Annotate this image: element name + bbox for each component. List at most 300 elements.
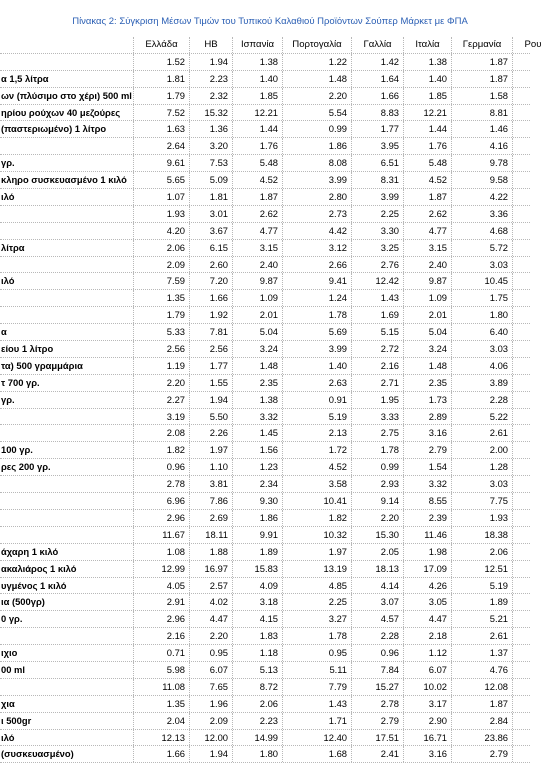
- product-label: [0, 307, 134, 323]
- price-cell: 4.20: [134, 223, 190, 239]
- price-cell: 5.48: [233, 155, 283, 171]
- product-label: τα) 500 γραμμάρια: [0, 358, 134, 374]
- price-cell: 1.43: [352, 290, 404, 306]
- price-cell: 2.93: [352, 476, 404, 492]
- price-cell: 0.95: [283, 645, 352, 661]
- price-cell: 1.44: [233, 121, 283, 137]
- table-row: [0, 409, 530, 426]
- price-cell: 11.46: [404, 527, 452, 543]
- product-label: κληρο συσκευασμένο 1 κιλό: [0, 172, 134, 188]
- price-cell: 1.87: [404, 189, 452, 205]
- price-cell: 2.84: [452, 713, 513, 729]
- price-cell: 1.54: [404, 459, 452, 475]
- price-cell: 1.69: [352, 307, 404, 323]
- price-cell: 1.66: [352, 88, 404, 104]
- product-label: ι 500gr: [0, 713, 134, 729]
- price-cell-empty: [513, 730, 553, 746]
- price-cell: 8.31: [352, 172, 404, 188]
- table-row: [0, 510, 530, 527]
- product-label: ων (πλύσιμο στο χέρι) 500 ml: [0, 88, 134, 104]
- price-cell: 5.11: [283, 662, 352, 678]
- price-cell: 12.42: [352, 273, 404, 289]
- price-cell: 1.35: [134, 290, 190, 306]
- price-cell: 2.20: [283, 88, 352, 104]
- table-row: [0, 679, 530, 696]
- price-cell: 6.51: [352, 155, 404, 171]
- price-cell: 9.87: [233, 273, 283, 289]
- table-row: [0, 493, 530, 510]
- price-cell: 3.32: [233, 409, 283, 425]
- price-cell-empty: [513, 409, 553, 425]
- price-cell: 9.61: [134, 155, 190, 171]
- table-row: [0, 257, 530, 274]
- product-label: [0, 223, 134, 239]
- price-cell: 2.20: [190, 628, 233, 644]
- price-cell-empty: [513, 71, 553, 87]
- product-label: [0, 493, 134, 509]
- price-cell-empty: [513, 696, 553, 712]
- price-cell: 1.18: [233, 645, 283, 661]
- price-cell: 2.09: [134, 257, 190, 273]
- price-cell: 9.91: [233, 527, 283, 543]
- price-cell: 6.07: [190, 662, 233, 678]
- product-label: ιλό: [0, 730, 134, 746]
- price-cell: 1.38: [404, 54, 452, 70]
- price-cell: 16.71: [404, 730, 452, 746]
- price-cell: 1.89: [233, 544, 283, 560]
- price-cell: 0.95: [190, 645, 233, 661]
- price-cell: 2.79: [352, 713, 404, 729]
- price-cell: 4.09: [233, 578, 283, 594]
- price-cell: 4.42: [283, 223, 352, 239]
- price-cell: 3.67: [190, 223, 233, 239]
- price-cell: 5.15: [352, 324, 404, 340]
- price-cell: 2.05: [352, 544, 404, 560]
- price-cell-empty: [513, 358, 553, 374]
- table-row: [0, 105, 530, 122]
- price-cell: 1.38: [233, 392, 283, 408]
- price-cell-empty: [513, 544, 553, 560]
- price-cell: 1.08: [134, 544, 190, 560]
- price-cell: 2.89: [404, 409, 452, 425]
- table-row: [0, 611, 530, 628]
- price-cell: 1.63: [134, 121, 190, 137]
- product-label: λίτρα: [0, 240, 134, 256]
- price-cell: 7.84: [352, 662, 404, 678]
- table-row: [0, 746, 530, 763]
- table-row: [0, 358, 530, 375]
- price-cell-empty: [513, 594, 553, 610]
- price-cell: 3.05: [404, 594, 452, 610]
- price-cell: 1.68: [283, 746, 352, 762]
- price-cell: 1.35: [134, 696, 190, 712]
- price-cell: 1.89: [452, 594, 513, 610]
- price-cell: 18.13: [352, 561, 404, 577]
- price-cell: 5.65: [134, 172, 190, 188]
- column-header: Ιταλία: [404, 37, 452, 53]
- price-cell: 2.23: [190, 71, 233, 87]
- price-cell: 1.58: [452, 88, 513, 104]
- product-label: [0, 409, 134, 425]
- price-cell: 2.34: [233, 476, 283, 492]
- price-cell: 3.07: [352, 594, 404, 610]
- price-cell: 3.32: [404, 476, 452, 492]
- price-cell: 4.52: [233, 172, 283, 188]
- price-cell: 3.81: [190, 476, 233, 492]
- table-row: [0, 88, 530, 105]
- price-cell: 1.40: [233, 71, 283, 87]
- table-row: [0, 442, 530, 459]
- product-label: ακαλιάρος 1 κιλό: [0, 561, 134, 577]
- table-row: [0, 713, 530, 730]
- price-cell: 9.41: [283, 273, 352, 289]
- price-cell: 7.52: [134, 105, 190, 121]
- price-cell: 1.93: [134, 206, 190, 222]
- price-cell: 2.16: [134, 628, 190, 644]
- price-cell-empty: [513, 189, 553, 205]
- price-cell: 1.77: [352, 121, 404, 137]
- price-cell-empty: [513, 273, 553, 289]
- price-cell: 1.94: [190, 54, 233, 70]
- price-cell: 15.27: [352, 679, 404, 695]
- table-row: [0, 730, 530, 747]
- price-cell: 1.82: [134, 442, 190, 458]
- product-label: χια: [0, 696, 134, 712]
- product-label: τ 700 γρ.: [0, 375, 134, 391]
- price-cell: 1.94: [190, 746, 233, 762]
- price-cell: 1.37: [452, 645, 513, 661]
- table-row: [0, 273, 530, 290]
- price-cell: 2.32: [190, 88, 233, 104]
- price-cell: 1.71: [283, 713, 352, 729]
- price-cell: 5.69: [283, 324, 352, 340]
- price-cell-empty: [513, 307, 553, 323]
- price-cell: 4.15: [233, 611, 283, 627]
- price-cell-empty: [513, 628, 553, 644]
- price-cell: 2.79: [404, 442, 452, 458]
- price-cell-empty: [513, 578, 553, 594]
- price-cell-empty: [513, 459, 553, 475]
- table-row: [0, 307, 530, 324]
- price-cell: 8.81: [452, 105, 513, 121]
- price-cell: 2.72: [352, 341, 404, 357]
- price-cell: 3.03: [452, 341, 513, 357]
- product-label: [0, 510, 134, 526]
- price-cell: 7.20: [190, 273, 233, 289]
- header-blank-cell: [0, 37, 134, 53]
- price-cell: 0.71: [134, 645, 190, 661]
- table-title: Πίνακας 2: Σύγκριση Μέσων Τιμών του Τυπικού Καλαθιού Προϊόντων Σούπερ Μάρκετ με ΦΠΑ: [72, 16, 468, 27]
- price-cell: 2.06: [452, 544, 513, 560]
- price-cell: 5.50: [190, 409, 233, 425]
- price-cell: 7.65: [190, 679, 233, 695]
- price-cell-empty: [513, 442, 553, 458]
- price-cell: 2.35: [233, 375, 283, 391]
- table-row: [0, 290, 530, 307]
- price-cell: 2.00: [452, 442, 513, 458]
- product-label: γρ.: [0, 155, 134, 171]
- column-header: Γερμανία: [452, 37, 513, 53]
- price-cell: 2.01: [404, 307, 452, 323]
- price-cell: 3.16: [404, 746, 452, 762]
- product-label: 0 γρ.: [0, 611, 134, 627]
- product-label: (συσκευασμένο): [0, 746, 134, 762]
- price-cell: 4.76: [452, 662, 513, 678]
- table-row: [0, 645, 530, 662]
- price-cell: 1.79: [134, 307, 190, 323]
- price-cell: 7.79: [283, 679, 352, 695]
- price-cell: 11.08: [134, 679, 190, 695]
- price-cell: 1.46: [452, 121, 513, 137]
- price-cell: 3.25: [352, 240, 404, 256]
- price-cell: 2.35: [404, 375, 452, 391]
- table-row: [0, 594, 530, 611]
- price-cell-empty: [513, 611, 553, 627]
- price-cell: 5.33: [134, 324, 190, 340]
- price-cell-empty: [513, 290, 553, 306]
- table-row: [0, 544, 530, 561]
- price-cell: 15.32: [190, 105, 233, 121]
- price-cell: 1.82: [283, 510, 352, 526]
- price-comparison-table: [0, 37, 542, 763]
- price-cell-empty: [513, 679, 553, 695]
- product-label: άχαρη 1 κιλό: [0, 544, 134, 560]
- price-cell: 3.24: [404, 341, 452, 357]
- price-cell: 1.85: [404, 88, 452, 104]
- price-cell: 2.27: [134, 392, 190, 408]
- price-cell: 4.26: [404, 578, 452, 594]
- price-cell: 12.51: [452, 561, 513, 577]
- price-cell: 2.20: [352, 510, 404, 526]
- table-row: [0, 138, 530, 155]
- price-cell-empty: [513, 105, 553, 121]
- price-cell: 16.97: [190, 561, 233, 577]
- price-cell: 1.07: [134, 189, 190, 205]
- price-cell: 2.01: [233, 307, 283, 323]
- table-row: [0, 392, 530, 409]
- price-cell: 2.28: [452, 392, 513, 408]
- price-cell: 7.53: [190, 155, 233, 171]
- price-cell: 1.78: [283, 307, 352, 323]
- price-cell: 1.98: [404, 544, 452, 560]
- price-cell: 7.81: [190, 324, 233, 340]
- price-cell: 12.21: [233, 105, 283, 121]
- price-cell: 1.80: [233, 746, 283, 762]
- price-cell: 12.00: [190, 730, 233, 746]
- table-row: [0, 341, 530, 358]
- price-cell: 1.96: [190, 696, 233, 712]
- price-cell: 1.42: [352, 54, 404, 70]
- price-cell: 1.38: [233, 54, 283, 70]
- price-cell: 2.63: [283, 375, 352, 391]
- price-cell: 1.97: [283, 544, 352, 560]
- price-cell: 3.99: [283, 172, 352, 188]
- price-cell: 8.83: [352, 105, 404, 121]
- price-cell: 6.07: [404, 662, 452, 678]
- price-cell: 1.09: [233, 290, 283, 306]
- table-row: [0, 155, 530, 172]
- price-cell: 3.16: [404, 425, 452, 441]
- price-cell-empty: [513, 713, 553, 729]
- price-cell: 4.52: [404, 172, 452, 188]
- price-cell: 3.58: [283, 476, 352, 492]
- price-cell: 0.96: [134, 459, 190, 475]
- price-cell-empty: [513, 54, 553, 70]
- price-cell-empty: [513, 257, 553, 273]
- price-cell: 2.06: [134, 240, 190, 256]
- price-cell: 9.30: [233, 493, 283, 509]
- price-cell: 3.27: [283, 611, 352, 627]
- price-cell: 3.99: [352, 189, 404, 205]
- price-cell: 0.96: [352, 645, 404, 661]
- price-cell-empty: [513, 662, 553, 678]
- price-cell: 1.28: [452, 459, 513, 475]
- price-cell-empty: [513, 223, 553, 239]
- price-cell: 1.66: [134, 746, 190, 762]
- price-cell: 1.80: [452, 307, 513, 323]
- price-cell: 4.52: [283, 459, 352, 475]
- price-cell: 2.76: [352, 257, 404, 273]
- price-cell: 1.23: [233, 459, 283, 475]
- price-cell: 3.36: [452, 206, 513, 222]
- price-cell: 1.88: [190, 544, 233, 560]
- price-cell: 5.98: [134, 662, 190, 678]
- price-cell: 1.81: [190, 189, 233, 205]
- price-cell: 2.23: [233, 713, 283, 729]
- price-cell: 8.72: [233, 679, 283, 695]
- price-cell: 3.24: [233, 341, 283, 357]
- price-cell: 2.79: [452, 746, 513, 762]
- price-cell-empty: [513, 206, 553, 222]
- price-cell: 1.48: [404, 358, 452, 374]
- price-cell: 1.22: [283, 54, 352, 70]
- price-cell: 2.13: [283, 425, 352, 441]
- price-cell: 2.08: [134, 425, 190, 441]
- price-cell: 2.04: [134, 713, 190, 729]
- price-cell: 2.57: [190, 578, 233, 594]
- price-cell-empty: [513, 746, 553, 762]
- price-cell: 2.64: [134, 138, 190, 154]
- price-cell: 8.55: [404, 493, 452, 509]
- price-cell: 4.47: [404, 611, 452, 627]
- column-header: Ρου: [524, 39, 542, 50]
- price-cell: 3.03: [452, 476, 513, 492]
- price-cell: 7.59: [134, 273, 190, 289]
- price-cell: 5.22: [452, 409, 513, 425]
- price-cell: 12.08: [452, 679, 513, 695]
- table-row: [0, 527, 530, 544]
- price-cell: 1.92: [190, 307, 233, 323]
- product-label: ηρίου ρούχων 40 μεζούρες: [0, 105, 134, 121]
- table-row: [0, 172, 530, 189]
- price-cell: 10.45: [452, 273, 513, 289]
- price-cell: 3.20: [190, 138, 233, 154]
- price-cell: 2.62: [404, 206, 452, 222]
- price-cell: 6.15: [190, 240, 233, 256]
- table-row: [0, 375, 530, 392]
- price-cell: 1.45: [233, 425, 283, 441]
- price-cell: 12.99: [134, 561, 190, 577]
- price-cell: 1.19: [134, 358, 190, 374]
- price-cell: 7.75: [452, 493, 513, 509]
- price-cell: 2.56: [134, 341, 190, 357]
- price-cell: 18.38: [452, 527, 513, 543]
- table-row: [0, 425, 530, 442]
- price-cell: 1.93: [452, 510, 513, 526]
- price-cell: 5.04: [404, 324, 452, 340]
- price-cell: 1.94: [190, 392, 233, 408]
- price-cell-empty: [513, 425, 553, 441]
- price-cell: 1.43: [283, 696, 352, 712]
- price-cell: 3.12: [283, 240, 352, 256]
- product-label: [0, 206, 134, 222]
- price-cell: 2.06: [233, 696, 283, 712]
- product-label: [0, 527, 134, 543]
- table-row: [0, 324, 530, 341]
- price-cell: 15.30: [352, 527, 404, 543]
- price-cell: 2.25: [283, 594, 352, 610]
- price-cell: 2.61: [452, 628, 513, 644]
- price-cell: 3.17: [404, 696, 452, 712]
- table-row: [0, 662, 530, 679]
- price-cell: 4.77: [404, 223, 452, 239]
- table-row: [0, 459, 530, 476]
- price-cell: 9.58: [452, 172, 513, 188]
- price-cell: 1.86: [283, 138, 352, 154]
- price-cell: 5.21: [452, 611, 513, 627]
- product-label: ιλό: [0, 189, 134, 205]
- price-cell-empty: [513, 645, 553, 661]
- price-cell: 12.40: [283, 730, 352, 746]
- price-cell: 4.14: [352, 578, 404, 594]
- price-cell: 1.56: [233, 442, 283, 458]
- price-cell: 1.78: [352, 442, 404, 458]
- price-cell: 23.86: [452, 730, 513, 746]
- product-label: υγμένος 1 κιλό: [0, 578, 134, 594]
- table-row: [0, 189, 530, 206]
- column-header: Ισπανία: [233, 37, 283, 53]
- price-cell: 3.33: [352, 409, 404, 425]
- price-cell: 3.15: [233, 240, 283, 256]
- table-row: [0, 561, 530, 578]
- price-cell: 2.96: [134, 611, 190, 627]
- price-cell: 5.54: [283, 105, 352, 121]
- price-cell: 1.36: [190, 121, 233, 137]
- column-header: Γαλλία: [352, 37, 404, 53]
- price-cell: 1.95: [352, 392, 404, 408]
- price-cell: 1.44: [404, 121, 452, 137]
- price-cell: 0.99: [352, 459, 404, 475]
- price-cell: 1.09: [404, 290, 452, 306]
- price-cell: 1.87: [452, 696, 513, 712]
- price-cell: 1.48: [283, 71, 352, 87]
- price-cell-empty: [513, 138, 553, 154]
- price-cell: 10.02: [404, 679, 452, 695]
- product-label: [0, 138, 134, 154]
- price-cell: 3.95: [352, 138, 404, 154]
- price-cell-empty: [513, 240, 553, 256]
- product-label: α: [0, 324, 134, 340]
- price-cell: 6.96: [134, 493, 190, 509]
- price-cell-empty: [513, 341, 553, 357]
- price-cell-empty: [513, 324, 553, 340]
- price-cell-empty: [513, 510, 553, 526]
- price-cell: 2.26: [190, 425, 233, 441]
- product-label: ιλό: [0, 273, 134, 289]
- column-header: Πορτογαλία: [283, 37, 352, 53]
- price-cell: 1.77: [190, 358, 233, 374]
- price-cell: 3.30: [352, 223, 404, 239]
